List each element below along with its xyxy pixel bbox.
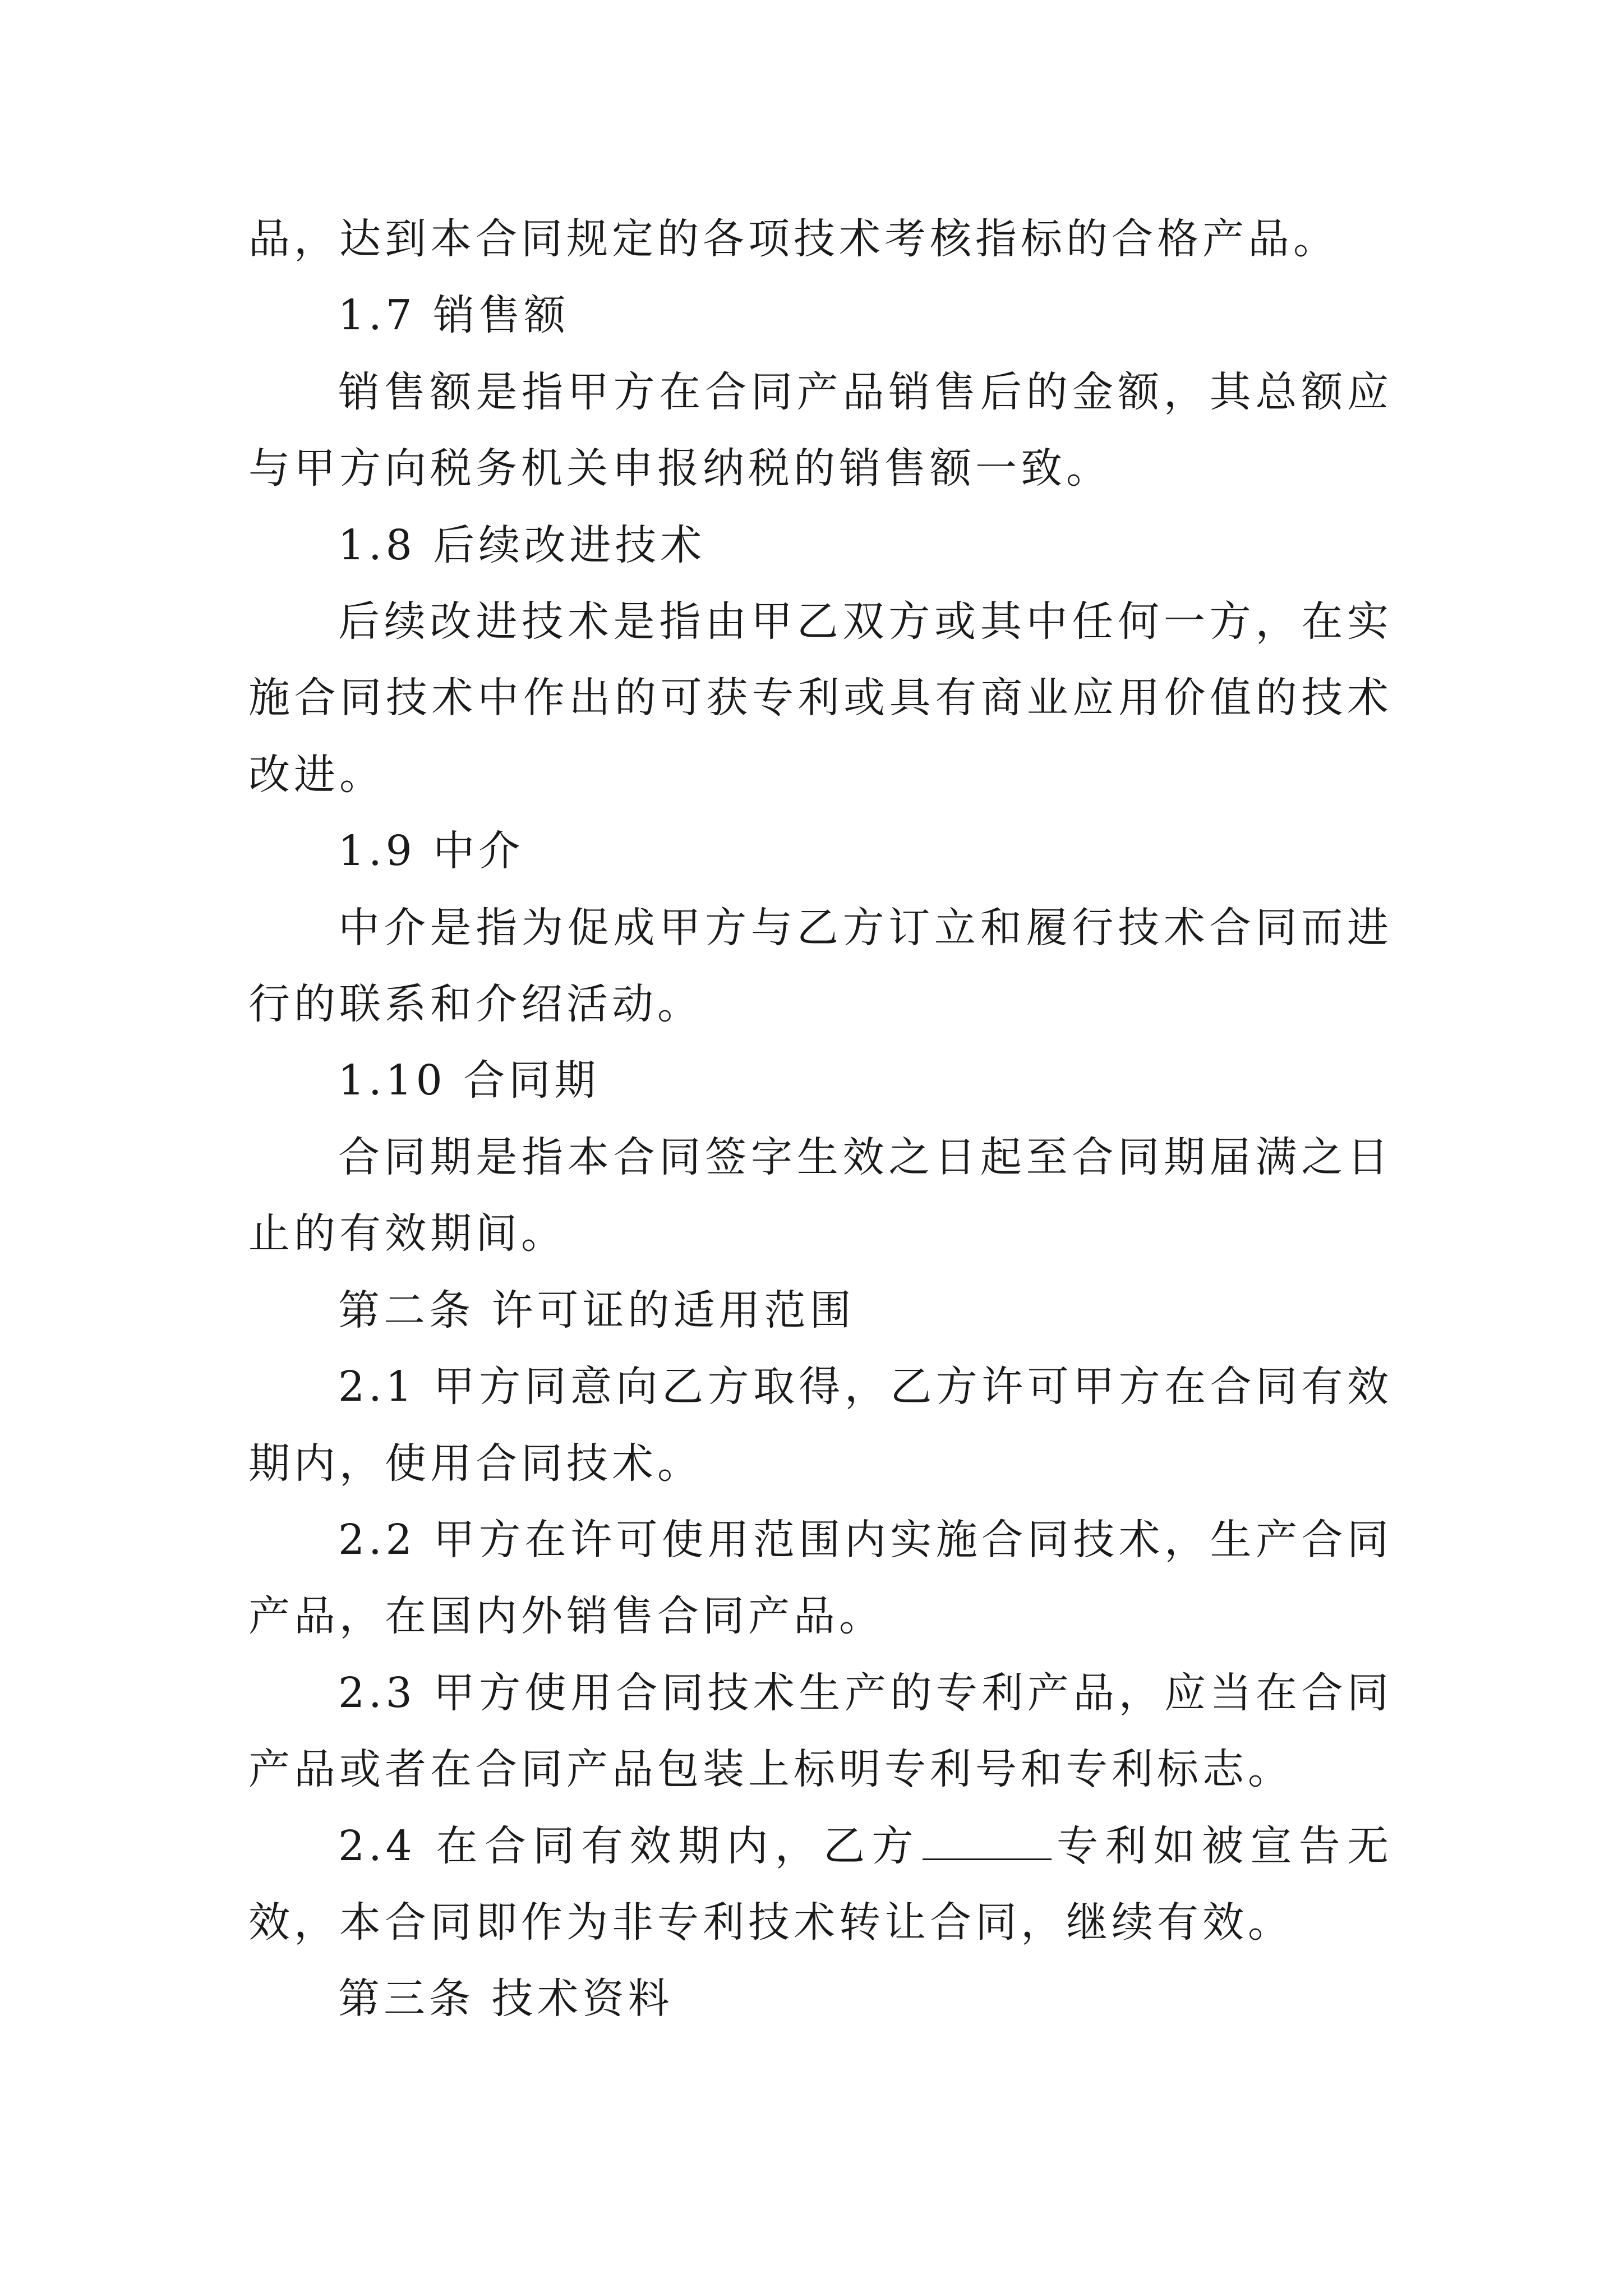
section-heading-1-9: 1.9 中介 [338, 827, 524, 876]
paragraph-2-4-start: 2.4 在合同有效期内，乙方 [338, 1821, 920, 1870]
document-body [248, 201, 1393, 2037]
section-heading-1-8: 1.8 后续改进技术 [338, 521, 706, 569]
section-heading-1-7: 1.7 销售额 [338, 291, 570, 340]
article-3-title: 第三条 技术资料 [338, 1975, 674, 2023]
paragraph-1-8: 后续改进技术是指由甲乙双方或其中任何一方，在实施合同技术中作出的可获专利或具有商业应用价值的技术改进。 [248, 597, 1393, 799]
paragraph-2-4 [248, 1808, 1393, 1961]
paragraph-1-9: 中介是指为促成甲方与乙方订立和履行技术合同而进行的联系和介绍活动。 [248, 903, 1393, 1029]
paragraph-continuation: 品，达到本合同规定的各项技术考核指标的合格产品。 [248, 215, 1339, 263]
paragraph-2-4-end: 专利如被宣告无效，本合同即作为非专利技术转让合同，继续有效。 [248, 1821, 1393, 1947]
paragraph-1-10: 合同期是指本合同签字生效之日起至合同期届满之日止的有效期间。 [248, 1133, 1393, 1258]
fill-in-blank [923, 1825, 1052, 1860]
section-heading-1-10: 1.10 合同期 [338, 1056, 600, 1105]
paragraph-2-3: 2.3 甲方使用合同技术生产的专利产品，应当在合同产品或者在合同产品包装上标明专利号和专利标志。 [248, 1668, 1393, 1794]
article-2-title: 第二条 许可证的适用范围 [338, 1286, 855, 1335]
paragraph-2-2: 2.2 甲方在许可使用范围内实施合同技术，生产合同产品，在国内外销售合同产品。 [248, 1515, 1393, 1641]
paragraph-1-7: 销售额是指甲方在合同产品销售后的金额，其总额应与甲方向税务机关申报纳税的销售额一致。 [248, 367, 1393, 493]
paragraph-2-1: 2.1 甲方同意向乙方取得，乙方许可甲方在合同有效期内，使用合同技术。 [248, 1363, 1393, 1488]
